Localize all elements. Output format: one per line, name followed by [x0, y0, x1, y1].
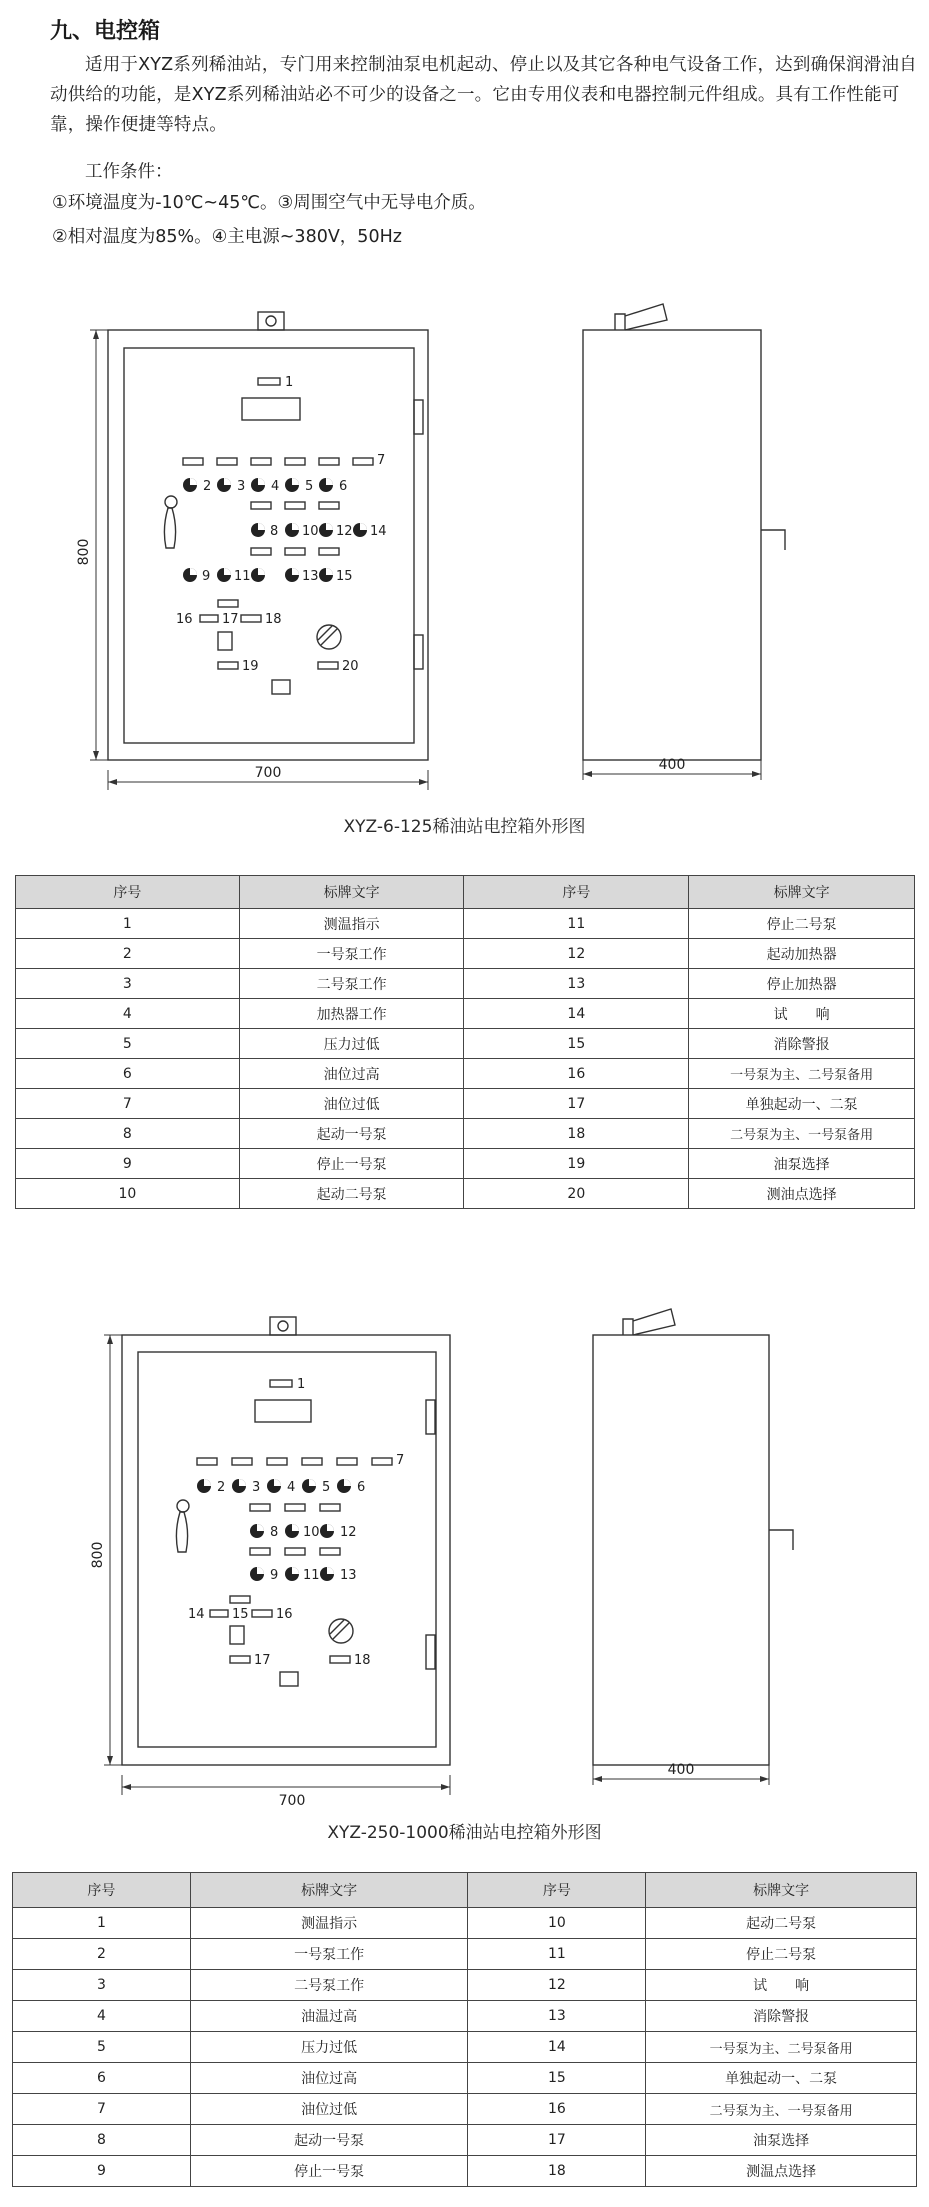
table-row: [13, 2032, 917, 2063]
table-cell: 13: [464, 969, 689, 999]
table-row: [13, 1908, 917, 1939]
callout: 7: [396, 1453, 405, 1468]
hinge-top: [426, 1400, 435, 1434]
table-cell: 起动二号泵: [239, 1179, 464, 1209]
side-handle: [623, 1309, 675, 1335]
callout: 14: [188, 1607, 205, 1622]
callout: 17: [254, 1653, 271, 1668]
callout: 3: [237, 479, 246, 494]
cabinet-diagram-1: [0, 290, 929, 810]
table-row: [16, 1059, 915, 1089]
table-cell: 加热器工作: [239, 999, 464, 1029]
table-cell: 19: [464, 1149, 689, 1179]
table-cell: 12: [468, 1970, 646, 2001]
pump-select-switch: [218, 632, 232, 650]
table-cell: 18: [464, 1119, 689, 1149]
table-row: [16, 1179, 915, 1209]
table-cell: 14: [468, 2032, 646, 2063]
table-row: [16, 1149, 915, 1179]
table-cell: 单独起动一、二泵: [646, 2063, 917, 2094]
table-cell: 12: [464, 939, 689, 969]
table-cell: 17: [464, 1089, 689, 1119]
table-cell: 10: [16, 1179, 240, 1209]
table-cell: 测温指示: [239, 909, 464, 939]
table-header: 序号: [13, 1873, 191, 1908]
side-view: [583, 330, 761, 760]
callout: 13: [302, 569, 319, 584]
table-cell: 油位过高: [239, 1059, 464, 1089]
table-cell: 油泵选择: [689, 1149, 915, 1179]
table-header: 标牌文字: [646, 1873, 917, 1908]
table-cell: 停止一号泵: [239, 1149, 464, 1179]
table-cell: 1: [16, 909, 240, 939]
width-label: 700: [278, 1793, 306, 1809]
intro-paragraph: 适用于XYZ系列稀油站，专门用来控制油泵电机起动、停止以及其它各种电气设备工作，达到确保润滑油自动供给的功能，是XYZ系列稀油站必不可少的设备之一。它由专用仪表和电器控制元件组成。具有工作性能可靠，操作便捷等特点。: [50, 55, 917, 135]
callout: 1: [297, 1377, 306, 1392]
cabinet-diagram-2: [0, 1290, 929, 1810]
table-cell: 8: [16, 1119, 240, 1149]
table-cell: 3: [13, 1970, 191, 2001]
table-cell: 15: [468, 2063, 646, 2094]
callout: 2: [203, 479, 212, 494]
table-cell: 3: [16, 969, 240, 999]
table-cell: 2: [16, 939, 240, 969]
height-label: 800: [90, 1541, 106, 1569]
callout: 10: [303, 1525, 320, 1540]
socket: [280, 1672, 298, 1686]
table-cell: 油位过高: [190, 2063, 468, 2094]
height-label: 800: [76, 538, 92, 566]
table-cell: 一号泵为主、二号泵备用: [646, 2032, 917, 2063]
table-cell: 17: [468, 2125, 646, 2156]
table-cell: 2: [13, 1939, 191, 1970]
table-cell: 起动二号泵: [646, 1908, 917, 1939]
table-cell: 起动一号泵: [190, 2125, 468, 2156]
lifting-eye: [270, 1317, 296, 1335]
diagram-2-caption: XYZ-250-1000稀油站电控箱外形图: [327, 1823, 602, 1843]
label-table-2: [12, 1872, 917, 2187]
table-row: [13, 2156, 917, 2187]
front-door: [138, 1352, 436, 1747]
table-cell: 油位过低: [239, 1089, 464, 1119]
table-row: [13, 2063, 917, 2094]
temperature-display: [242, 398, 300, 420]
callout: 9: [270, 1568, 279, 1583]
section-title: 九、电控箱: [50, 19, 161, 44]
table-cell: 一号泵工作: [190, 1939, 468, 1970]
table-cell: 单独起动一、二泵: [689, 1089, 915, 1119]
main-switch-handle: [176, 1512, 187, 1552]
callout: 15: [232, 1607, 249, 1622]
table-cell: 13: [468, 2001, 646, 2032]
callout: 13: [340, 1568, 357, 1583]
callout: 18: [265, 612, 282, 627]
table-cell: 停止二号泵: [689, 909, 915, 939]
front-outer-frame: [108, 330, 428, 760]
table-cell: 11: [464, 909, 689, 939]
table-cell: 试 响: [689, 999, 915, 1029]
callout: 8: [270, 524, 279, 539]
table-cell: 油泵选择: [646, 2125, 917, 2156]
table-row: [16, 939, 915, 969]
main-switch-handle: [164, 508, 175, 548]
table-row: [16, 969, 915, 999]
table-cell: 5: [16, 1029, 240, 1059]
table-cell: 4: [16, 999, 240, 1029]
table-header: 标牌文字: [689, 876, 915, 909]
table-header: 标牌文字: [190, 1873, 468, 1908]
table-cell: 停止二号泵: [646, 1939, 917, 1970]
table-cell: 7: [13, 2094, 191, 2125]
callout: 11: [234, 569, 251, 584]
table-cell: 油温过高: [190, 2001, 468, 2032]
table-row: [16, 909, 915, 939]
callout: 5: [305, 479, 314, 494]
side-view: [593, 1335, 769, 1765]
pump-select-switch: [230, 1626, 244, 1644]
table-header: 序号: [468, 1873, 646, 1908]
table-row: [13, 2125, 917, 2156]
table-header: 序号: [16, 876, 240, 909]
table-row: [13, 1939, 917, 1970]
table-cell: 起动一号泵: [239, 1119, 464, 1149]
callout: 3: [252, 1480, 261, 1495]
callout: 1: [285, 375, 294, 390]
table-row: [13, 2094, 917, 2125]
condition-line-2: ②相对温度为85%。④主电源~380V，50Hz: [52, 227, 402, 247]
table-cell: 停止加热器: [689, 969, 915, 999]
table-cell: 9: [16, 1149, 240, 1179]
lifting-eye: [258, 312, 284, 330]
callout: 6: [339, 479, 348, 494]
label-table-1: [15, 875, 915, 1209]
condition-line-1: ①环境温度为-10℃~45℃。③周围空气中无导电介质。: [52, 193, 486, 213]
table-cell: 16: [464, 1059, 689, 1089]
callout: 11: [303, 1568, 320, 1583]
table-row: [16, 999, 915, 1029]
table-cell: 测温点选择: [646, 2156, 917, 2187]
table-cell: 6: [13, 2063, 191, 2094]
table-cell: 4: [13, 2001, 191, 2032]
callout: 15: [336, 569, 353, 584]
callout: 12: [336, 524, 353, 539]
width-label: 700: [254, 765, 282, 781]
callout: 4: [287, 1480, 296, 1495]
table-cell: 5: [13, 2032, 191, 2063]
table-cell: 10: [468, 1908, 646, 1939]
socket: [272, 680, 290, 694]
table-cell: 油位过低: [190, 2094, 468, 2125]
table-cell: 一号泵为主、二号泵备用: [689, 1059, 915, 1089]
table-cell: 起动加热器: [689, 939, 915, 969]
depth-label: 400: [667, 1762, 695, 1778]
table-cell: 7: [16, 1089, 240, 1119]
front-door: [124, 348, 414, 743]
table-cell: 14: [464, 999, 689, 1029]
diagram-1-caption: XYZ-6-125稀油站电控箱外形图: [343, 817, 586, 837]
table-cell: 18: [468, 2156, 646, 2187]
table-cell: 二号泵工作: [239, 969, 464, 999]
table-cell: 20: [464, 1179, 689, 1209]
table-cell: 二号泵为主、一号泵备用: [689, 1119, 915, 1149]
table-cell: 消除警报: [646, 2001, 917, 2032]
callout: 6: [357, 1480, 366, 1495]
callout: 10: [302, 524, 319, 539]
table-cell: 6: [16, 1059, 240, 1089]
table-cell: 二号泵为主、一号泵备用: [646, 2094, 917, 2125]
callout: 12: [340, 1525, 357, 1540]
table-cell: 停止一号泵: [190, 2156, 468, 2187]
table-cell: 测温指示: [190, 1908, 468, 1939]
table-header: 标牌文字: [239, 876, 464, 909]
conditions-heading: 工作条件：: [85, 162, 173, 182]
hinge-bottom: [414, 635, 423, 669]
callout: 16: [276, 1607, 293, 1622]
callout: 17: [222, 612, 239, 627]
callout: 4: [271, 479, 280, 494]
table-cell: 测油点选择: [689, 1179, 915, 1209]
table-row: [16, 1119, 915, 1149]
table-cell: 压力过低: [190, 2032, 468, 2063]
table-cell: 15: [464, 1029, 689, 1059]
table-row: [13, 1970, 917, 2001]
callout: 8: [270, 1525, 279, 1540]
table-cell: 压力过低: [239, 1029, 464, 1059]
callout: 16: [176, 612, 193, 627]
hinge-top: [414, 400, 423, 434]
callout: 7: [377, 453, 386, 468]
callout: 2: [217, 1480, 226, 1495]
table-header: 序号: [464, 876, 689, 909]
table-cell: 1: [13, 1908, 191, 1939]
table-row: [13, 2001, 917, 2032]
callout: 14: [370, 524, 387, 539]
callout: 20: [342, 659, 359, 674]
temperature-display: [255, 1400, 311, 1422]
table-cell: 消除警报: [689, 1029, 915, 1059]
table-cell: 二号泵工作: [190, 1970, 468, 2001]
callout: 18: [354, 1653, 371, 1668]
table-cell: 11: [468, 1939, 646, 1970]
table-row: [16, 1029, 915, 1059]
table-row: [16, 1089, 915, 1119]
callout: 9: [202, 569, 211, 584]
callout: 19: [242, 659, 259, 674]
table-cell: 9: [13, 2156, 191, 2187]
table-cell: 8: [13, 2125, 191, 2156]
table-cell: 试 响: [646, 1970, 917, 2001]
depth-label: 400: [658, 757, 686, 773]
hinge-bottom: [426, 1635, 435, 1669]
side-handle: [615, 304, 667, 330]
table-cell: 16: [468, 2094, 646, 2125]
callout: 5: [322, 1480, 331, 1495]
table-cell: 一号泵工作: [239, 939, 464, 969]
